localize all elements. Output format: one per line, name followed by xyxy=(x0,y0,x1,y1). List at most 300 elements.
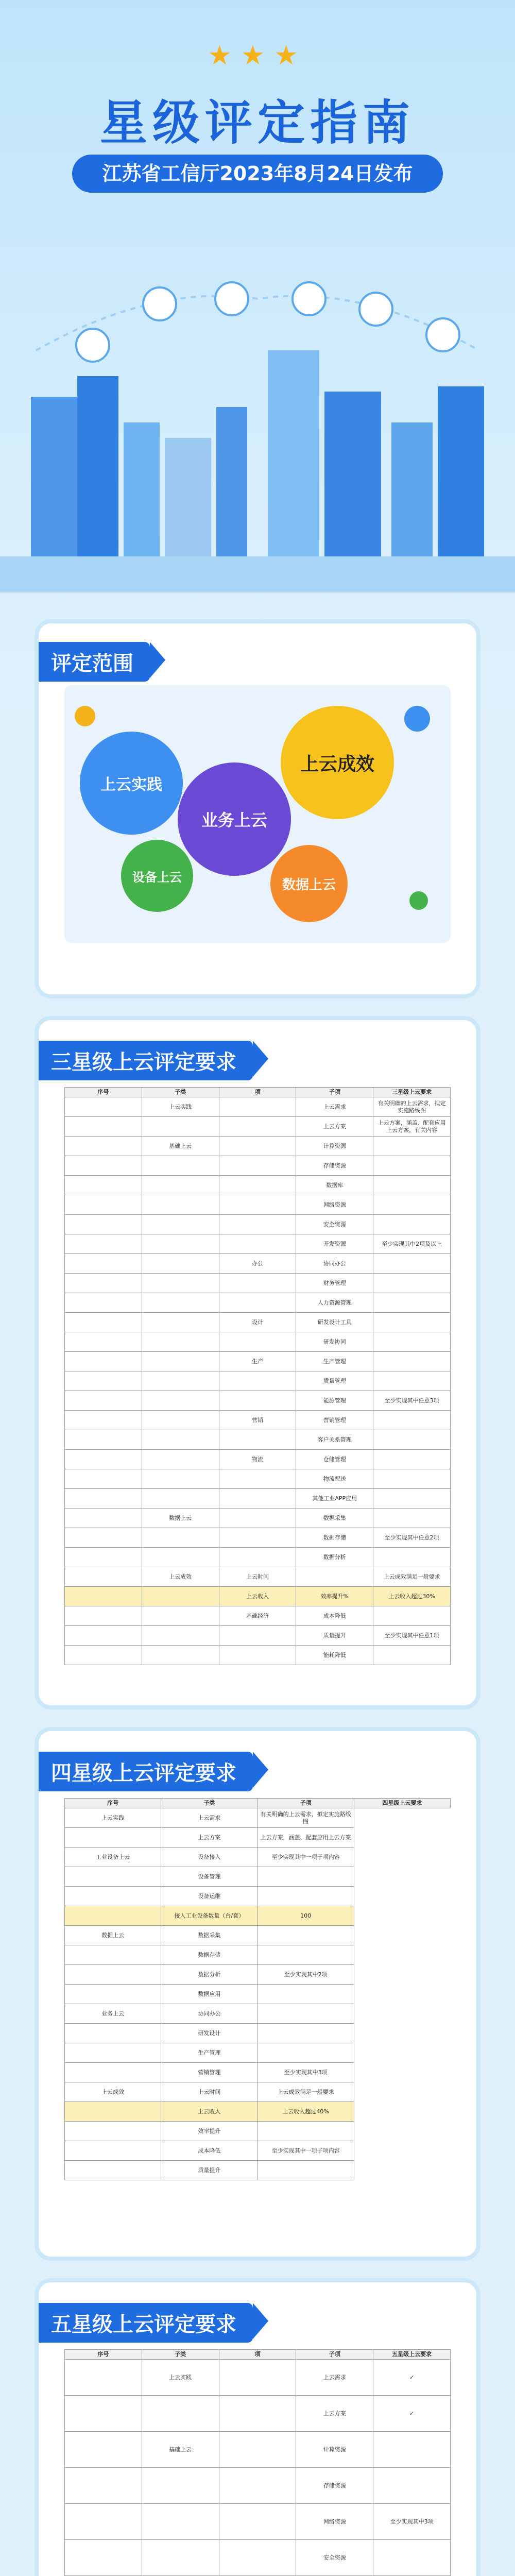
table-row xyxy=(65,1332,451,1352)
table-cell xyxy=(219,1176,296,1195)
table-cell: 效率提升% xyxy=(296,1587,373,1606)
table-cell xyxy=(65,1828,161,1848)
table-row xyxy=(65,1411,451,1430)
table-cell xyxy=(373,1352,451,1371)
table-cell xyxy=(65,1313,142,1332)
table-cell xyxy=(65,1867,161,1887)
table-cell xyxy=(65,1137,142,1156)
table-cell: 质量管理 xyxy=(296,1371,373,1391)
table-cell xyxy=(65,2122,161,2141)
table-row xyxy=(65,1254,451,1274)
table-row xyxy=(65,2432,451,2468)
table-cell xyxy=(373,1411,451,1430)
table-header-cell: 子类 xyxy=(161,1799,258,1808)
table-cell xyxy=(65,1606,142,1626)
table-cell: 开发资源 xyxy=(296,1234,373,1254)
table-cell xyxy=(65,1548,142,1567)
three-star-tag: 三星级上云评定要求 xyxy=(39,1041,253,1080)
table-row xyxy=(65,2468,451,2504)
table-cell xyxy=(65,1509,142,1528)
table-cell: 上云成效满足一般要求 xyxy=(373,1567,451,1587)
table-row xyxy=(65,1509,451,1528)
table-cell xyxy=(219,2540,296,2576)
table-cell: 协同办公 xyxy=(161,2004,258,2024)
scope-tag: 评定范围 xyxy=(39,642,150,682)
table-cell: 营销管理 xyxy=(161,2063,258,2082)
five-star-heading xyxy=(39,2303,253,2343)
table-cell xyxy=(142,1430,219,1450)
decor-dot xyxy=(75,706,95,726)
table-cell: 质量提升 xyxy=(161,2161,258,2180)
table-header-row xyxy=(65,1088,451,1097)
table-cell: 能源管理 xyxy=(296,1391,373,1411)
table-row xyxy=(65,2082,451,2102)
table-header-cell: 子类 xyxy=(142,1088,219,1097)
table-cell xyxy=(65,2432,142,2468)
table-row xyxy=(65,2540,451,2576)
table-cell xyxy=(142,1176,219,1195)
table-cell xyxy=(142,1234,219,1254)
table-cell xyxy=(219,1646,296,1665)
table-cell: 存储资源 xyxy=(296,2468,373,2504)
table-cell: 物流配送 xyxy=(296,1469,373,1489)
table-cell: 上云实践 xyxy=(65,1808,161,1828)
table-cell: 至少实现其中一项子项内容 xyxy=(258,1848,354,1867)
table-cell xyxy=(65,1332,142,1352)
table-cell xyxy=(373,1509,451,1528)
table-cell xyxy=(219,1117,296,1137)
table-cell xyxy=(373,1430,451,1450)
table-cell: 上云成效满足一般要求 xyxy=(258,2082,354,2102)
table-cell xyxy=(219,2432,296,2468)
table-cell: 设计 xyxy=(219,1313,296,1332)
table-cell xyxy=(65,1887,161,1906)
table-cell xyxy=(142,1587,219,1606)
table-cell xyxy=(219,1391,296,1411)
table-cell xyxy=(219,1195,296,1215)
table-cell xyxy=(373,1489,451,1509)
table-header-cell: 子项 xyxy=(296,2350,373,2360)
table-cell xyxy=(142,1489,219,1509)
table-cell xyxy=(65,1528,142,1548)
table-row xyxy=(65,1887,451,1906)
scope-diagram xyxy=(64,685,451,943)
table-cell xyxy=(65,2161,161,2180)
table-cell xyxy=(142,1469,219,1489)
table-cell: 上云收入超过40% xyxy=(258,2102,354,2122)
table-header-cell: 子类 xyxy=(142,2350,219,2360)
table-cell xyxy=(142,1411,219,1430)
table-cell xyxy=(142,1254,219,1274)
five-star-table xyxy=(64,2349,451,2576)
table-cell xyxy=(65,1117,142,1137)
table-cell xyxy=(65,2540,142,2576)
table-row xyxy=(65,1097,451,1117)
table-row xyxy=(65,2122,451,2141)
table-cell xyxy=(373,1548,451,1567)
table-cell xyxy=(373,1274,451,1293)
table-cell xyxy=(142,1626,219,1646)
bubble-cloud-practice: 上云实践 xyxy=(80,732,183,835)
four-star-card xyxy=(39,1731,476,2257)
table-row xyxy=(65,2360,451,2396)
table-row xyxy=(65,1215,451,1234)
table-cell: 数据上云 xyxy=(65,1926,161,1945)
table-cell xyxy=(258,2024,354,2043)
table-cell xyxy=(373,1606,451,1626)
table-cell xyxy=(65,1646,142,1665)
table-cell: 上云方案，涵盖、配套应用上云方案，有关内容 xyxy=(373,1117,451,1137)
table-row xyxy=(65,1391,451,1411)
table-header-cell: 项 xyxy=(219,2350,296,2360)
table-row xyxy=(65,2024,451,2043)
table-row xyxy=(65,2063,451,2082)
table-row xyxy=(65,2004,451,2024)
table-row xyxy=(65,1156,451,1176)
table-cell: 生产管理 xyxy=(296,1352,373,1371)
table-cell xyxy=(373,2468,451,2504)
table-cell xyxy=(373,1371,451,1391)
table-cell: 至少实现其中2项及以上 xyxy=(373,1234,451,1254)
table-row xyxy=(65,1548,451,1567)
table-cell xyxy=(142,1391,219,1411)
table-cell xyxy=(258,1926,354,1945)
table-row xyxy=(65,2396,451,2432)
table-cell xyxy=(65,1985,161,2004)
table-cell: 基础经济 xyxy=(219,1606,296,1626)
table-cell xyxy=(373,1195,451,1215)
table-cell xyxy=(65,1195,142,1215)
table-cell xyxy=(65,1254,142,1274)
table-cell: 至少实现其中2项 xyxy=(258,1965,354,1985)
table-cell xyxy=(65,1430,142,1450)
table-row xyxy=(65,1587,451,1606)
table-header-cell: 序号 xyxy=(65,1088,142,1097)
bubble-business-cloud: 业务上云 xyxy=(178,762,291,876)
table-cell: 效率提升 xyxy=(161,2122,258,2141)
table-cell: 上云实践 xyxy=(142,1097,219,1117)
table-cell: 上云方案 xyxy=(161,1828,258,1848)
table-cell: 上云方案 xyxy=(296,2396,373,2432)
table-row xyxy=(65,1848,451,1867)
table-cell xyxy=(373,2432,451,2468)
table-cell xyxy=(142,1646,219,1665)
table-cell: ✓ xyxy=(373,2396,451,2432)
table-cell xyxy=(258,2122,354,2141)
table-cell xyxy=(65,1176,142,1195)
table-cell: 上云需求 xyxy=(296,2360,373,2396)
bubble-cloud-result: 上云成效 xyxy=(281,706,394,819)
table-cell: 上云方案 xyxy=(296,1117,373,1137)
table-cell xyxy=(142,1313,219,1332)
table-cell xyxy=(65,2504,142,2540)
table-cell xyxy=(142,1274,219,1293)
star-rating-icon: ★★★ xyxy=(208,40,307,71)
table-cell: 上云实践 xyxy=(142,2360,219,2396)
table-row xyxy=(65,1489,451,1509)
table-row xyxy=(65,1176,451,1195)
hero-header xyxy=(0,0,515,608)
table-row xyxy=(65,1137,451,1156)
table-cell xyxy=(142,1117,219,1137)
table-cell: 成本降低 xyxy=(161,2141,258,2161)
table-header-row xyxy=(65,1799,451,1808)
table-cell xyxy=(65,1965,161,1985)
table-row xyxy=(65,1567,451,1587)
table-cell xyxy=(219,2360,296,2396)
table-cell: 网络资源 xyxy=(296,2504,373,2540)
table-cell xyxy=(142,1352,219,1371)
table-cell: 研发设计 xyxy=(161,2024,258,2043)
table-cell xyxy=(219,1548,296,1567)
table-cell: 物流 xyxy=(219,1450,296,1469)
table-cell xyxy=(258,1887,354,1906)
table-cell xyxy=(142,1195,219,1215)
table-cell xyxy=(219,1097,296,1117)
bubble-device-cloud: 设备上云 xyxy=(121,840,193,912)
table-row xyxy=(65,1945,451,1965)
table-cell: 质量提升 xyxy=(296,1626,373,1646)
table-cell xyxy=(219,2504,296,2540)
table-cell xyxy=(219,1489,296,1509)
table-row xyxy=(65,1430,451,1450)
table-cell: 上云成效 xyxy=(65,2082,161,2102)
table-cell: 基础上云 xyxy=(142,1137,219,1156)
table-cell: 计算资源 xyxy=(296,2432,373,2468)
table-cell xyxy=(219,1274,296,1293)
table-header-cell: 项 xyxy=(219,1088,296,1097)
table-cell xyxy=(219,1293,296,1313)
page-title: 星级评定指南 xyxy=(99,95,415,150)
table-cell: 办公 xyxy=(219,1254,296,1274)
table-cell xyxy=(65,1097,142,1117)
table-cell xyxy=(65,1215,142,1234)
table-cell: 财务管理 xyxy=(296,1274,373,1293)
table-row xyxy=(65,1808,451,1828)
table-cell: 上云时间 xyxy=(161,2082,258,2102)
table-cell: 上云收入 xyxy=(161,2102,258,2122)
table-cell xyxy=(258,1985,354,2004)
table-row xyxy=(65,1352,451,1371)
table-cell: 设备接入 xyxy=(161,1848,258,1867)
five-star-tag: 五星级上云评定要求 xyxy=(39,2303,253,2343)
four-star-table xyxy=(64,1798,451,2180)
table-cell: 基础上云 xyxy=(142,2432,219,2468)
table-row xyxy=(65,1646,451,1665)
table-row xyxy=(65,2141,451,2161)
table-cell: 能耗降低 xyxy=(296,1646,373,1665)
table-cell: 研发协同 xyxy=(296,1332,373,1352)
table-cell xyxy=(65,1469,142,1489)
table-cell xyxy=(142,2396,219,2432)
table-cell: 人力资源管理 xyxy=(296,1293,373,1313)
table-row xyxy=(65,1313,451,1332)
table-cell xyxy=(219,1371,296,1391)
table-cell: 数据存储 xyxy=(296,1528,373,1548)
table-cell: 数据分析 xyxy=(161,1965,258,1985)
table-cell: 有关明确的上云需求，拟定实施路线图 xyxy=(373,1097,451,1117)
table-cell xyxy=(142,1450,219,1469)
table-cell xyxy=(65,1450,142,1469)
table-cell xyxy=(142,2540,219,2576)
table-cell xyxy=(65,1945,161,1965)
table-cell: 设备运维 xyxy=(161,1887,258,1906)
table-cell xyxy=(219,1234,296,1254)
table-row xyxy=(65,1867,451,1887)
table-cell xyxy=(373,1313,451,1332)
decor-dot xyxy=(409,891,428,910)
table-header-cell: 子项 xyxy=(258,1799,354,1808)
table-cell xyxy=(142,1371,219,1391)
table-cell xyxy=(219,1626,296,1646)
table-header-row xyxy=(65,2350,451,2360)
table-row xyxy=(65,1906,451,1926)
table-cell: 其他工业APP应用 xyxy=(296,1489,373,1509)
table-cell xyxy=(373,1293,451,1313)
five-star-card xyxy=(39,2282,476,2576)
table-row xyxy=(65,1371,451,1391)
table-cell xyxy=(65,1489,142,1509)
table-row xyxy=(65,1528,451,1548)
table-cell xyxy=(258,2043,354,2063)
table-cell: 上云成效 xyxy=(142,1567,219,1587)
table-cell xyxy=(219,1430,296,1450)
table-row xyxy=(65,1985,451,2004)
table-cell: 数据分析 xyxy=(296,1548,373,1567)
table-cell: 设备管理 xyxy=(161,1867,258,1887)
decor-dot xyxy=(404,706,430,732)
table-cell: 数据存储 xyxy=(161,1945,258,1965)
scope-heading xyxy=(39,642,150,682)
table-cell xyxy=(219,1156,296,1176)
table-cell xyxy=(142,1528,219,1548)
city-skyline-illustration xyxy=(0,222,515,592)
table-row xyxy=(65,1117,451,1137)
three-star-card xyxy=(39,1020,476,1705)
table-cell xyxy=(219,2396,296,2432)
table-cell xyxy=(142,2468,219,2504)
table-row xyxy=(65,2102,451,2122)
table-cell xyxy=(373,1176,451,1195)
table-cell xyxy=(373,1469,451,1489)
table-cell xyxy=(65,2102,161,2122)
table-cell: 营销管理 xyxy=(296,1411,373,1430)
table-cell xyxy=(219,1137,296,1156)
table-header-cell: 三星级上云要求 xyxy=(373,1088,451,1097)
table-cell: 100 xyxy=(258,1906,354,1926)
table-cell xyxy=(219,1332,296,1352)
table-header-cell: 序号 xyxy=(65,1799,161,1808)
table-cell: 存储资源 xyxy=(296,1156,373,1176)
table-cell xyxy=(65,1567,142,1587)
table-cell xyxy=(65,1352,142,1371)
table-header-cell: 序号 xyxy=(65,2350,142,2360)
table-cell xyxy=(373,2540,451,2576)
table-cell xyxy=(65,1587,142,1606)
table-cell: 业务上云 xyxy=(65,2004,161,2024)
table-cell xyxy=(373,1156,451,1176)
table-cell: 接入工业设备数量（台/套） xyxy=(161,1906,258,1926)
four-star-tag: 四星级上云评定要求 xyxy=(39,1752,253,1791)
table-cell xyxy=(258,1867,354,1887)
table-cell: 工业设备上云 xyxy=(65,1848,161,1867)
table-cell xyxy=(65,1391,142,1411)
table-cell xyxy=(65,2024,161,2043)
table-cell: 网络资源 xyxy=(296,1195,373,1215)
table-cell: 仓储管理 xyxy=(296,1450,373,1469)
table-row xyxy=(65,2504,451,2540)
table-cell: 营销 xyxy=(219,1411,296,1430)
table-header-cell: 五星级上云要求 xyxy=(373,2350,451,2360)
table-cell xyxy=(142,1215,219,1234)
table-cell: 至少实现其中一项子项内容 xyxy=(258,2141,354,2161)
table-cell xyxy=(373,1215,451,1234)
table-row xyxy=(65,1828,451,1848)
table-cell: 协同办公 xyxy=(296,1254,373,1274)
table-cell xyxy=(65,1906,161,1926)
table-cell xyxy=(373,1450,451,1469)
publish-date-banner: 江苏省工信厅2023年8月24日发布 xyxy=(72,155,443,193)
table-row xyxy=(65,1195,451,1215)
table-cell xyxy=(258,2161,354,2180)
table-cell: 生产管理 xyxy=(161,2043,258,2063)
table-cell xyxy=(142,1548,219,1567)
table-cell xyxy=(219,2468,296,2504)
table-cell: 数据库 xyxy=(296,1176,373,1195)
table-cell: 数据应用 xyxy=(161,1985,258,2004)
table-cell: 至少实现其中任意3项 xyxy=(373,1391,451,1411)
table-cell: 数据采集 xyxy=(296,1509,373,1528)
table-row xyxy=(65,2161,451,2180)
table-cell xyxy=(65,1371,142,1391)
table-cell xyxy=(142,1293,219,1313)
table-cell: 计算资源 xyxy=(296,1137,373,1156)
table-cell: 成本降低 xyxy=(296,1606,373,1626)
table-cell: 生产 xyxy=(219,1352,296,1371)
table-cell: 上云需求 xyxy=(296,1097,373,1117)
table-cell xyxy=(65,1274,142,1293)
three-star-heading xyxy=(39,1041,253,1080)
table-cell: 数据上云 xyxy=(142,1509,219,1528)
table-cell: 至少实现其中任意1项 xyxy=(373,1626,451,1646)
table-cell xyxy=(65,2468,142,2504)
four-star-heading xyxy=(39,1752,253,1791)
scope-card xyxy=(39,623,476,994)
table-cell xyxy=(65,1234,142,1254)
table-row xyxy=(65,1965,451,1985)
table-row xyxy=(65,2043,451,2063)
table-header-cell: 子项 xyxy=(296,1088,373,1097)
table-cell xyxy=(219,1215,296,1234)
table-cell xyxy=(142,1156,219,1176)
table-cell: 有关明确的上云需求，拟定实施路线图 xyxy=(258,1808,354,1828)
table-cell xyxy=(219,1528,296,1548)
table-cell: 研发设计工具 xyxy=(296,1313,373,1332)
table-cell xyxy=(142,2504,219,2540)
table-cell xyxy=(258,2004,354,2024)
table-row xyxy=(65,1450,451,1469)
table-row xyxy=(65,1926,451,1945)
table-cell xyxy=(296,1567,373,1587)
table-cell xyxy=(373,1332,451,1352)
table-cell xyxy=(65,1156,142,1176)
table-cell: 客户关系管理 xyxy=(296,1430,373,1450)
table-row xyxy=(65,1293,451,1313)
table-cell xyxy=(65,2396,142,2432)
table-cell: 至少实现其中3项 xyxy=(258,2063,354,2082)
table-cell xyxy=(373,1137,451,1156)
table-cell: 安全资源 xyxy=(296,1215,373,1234)
